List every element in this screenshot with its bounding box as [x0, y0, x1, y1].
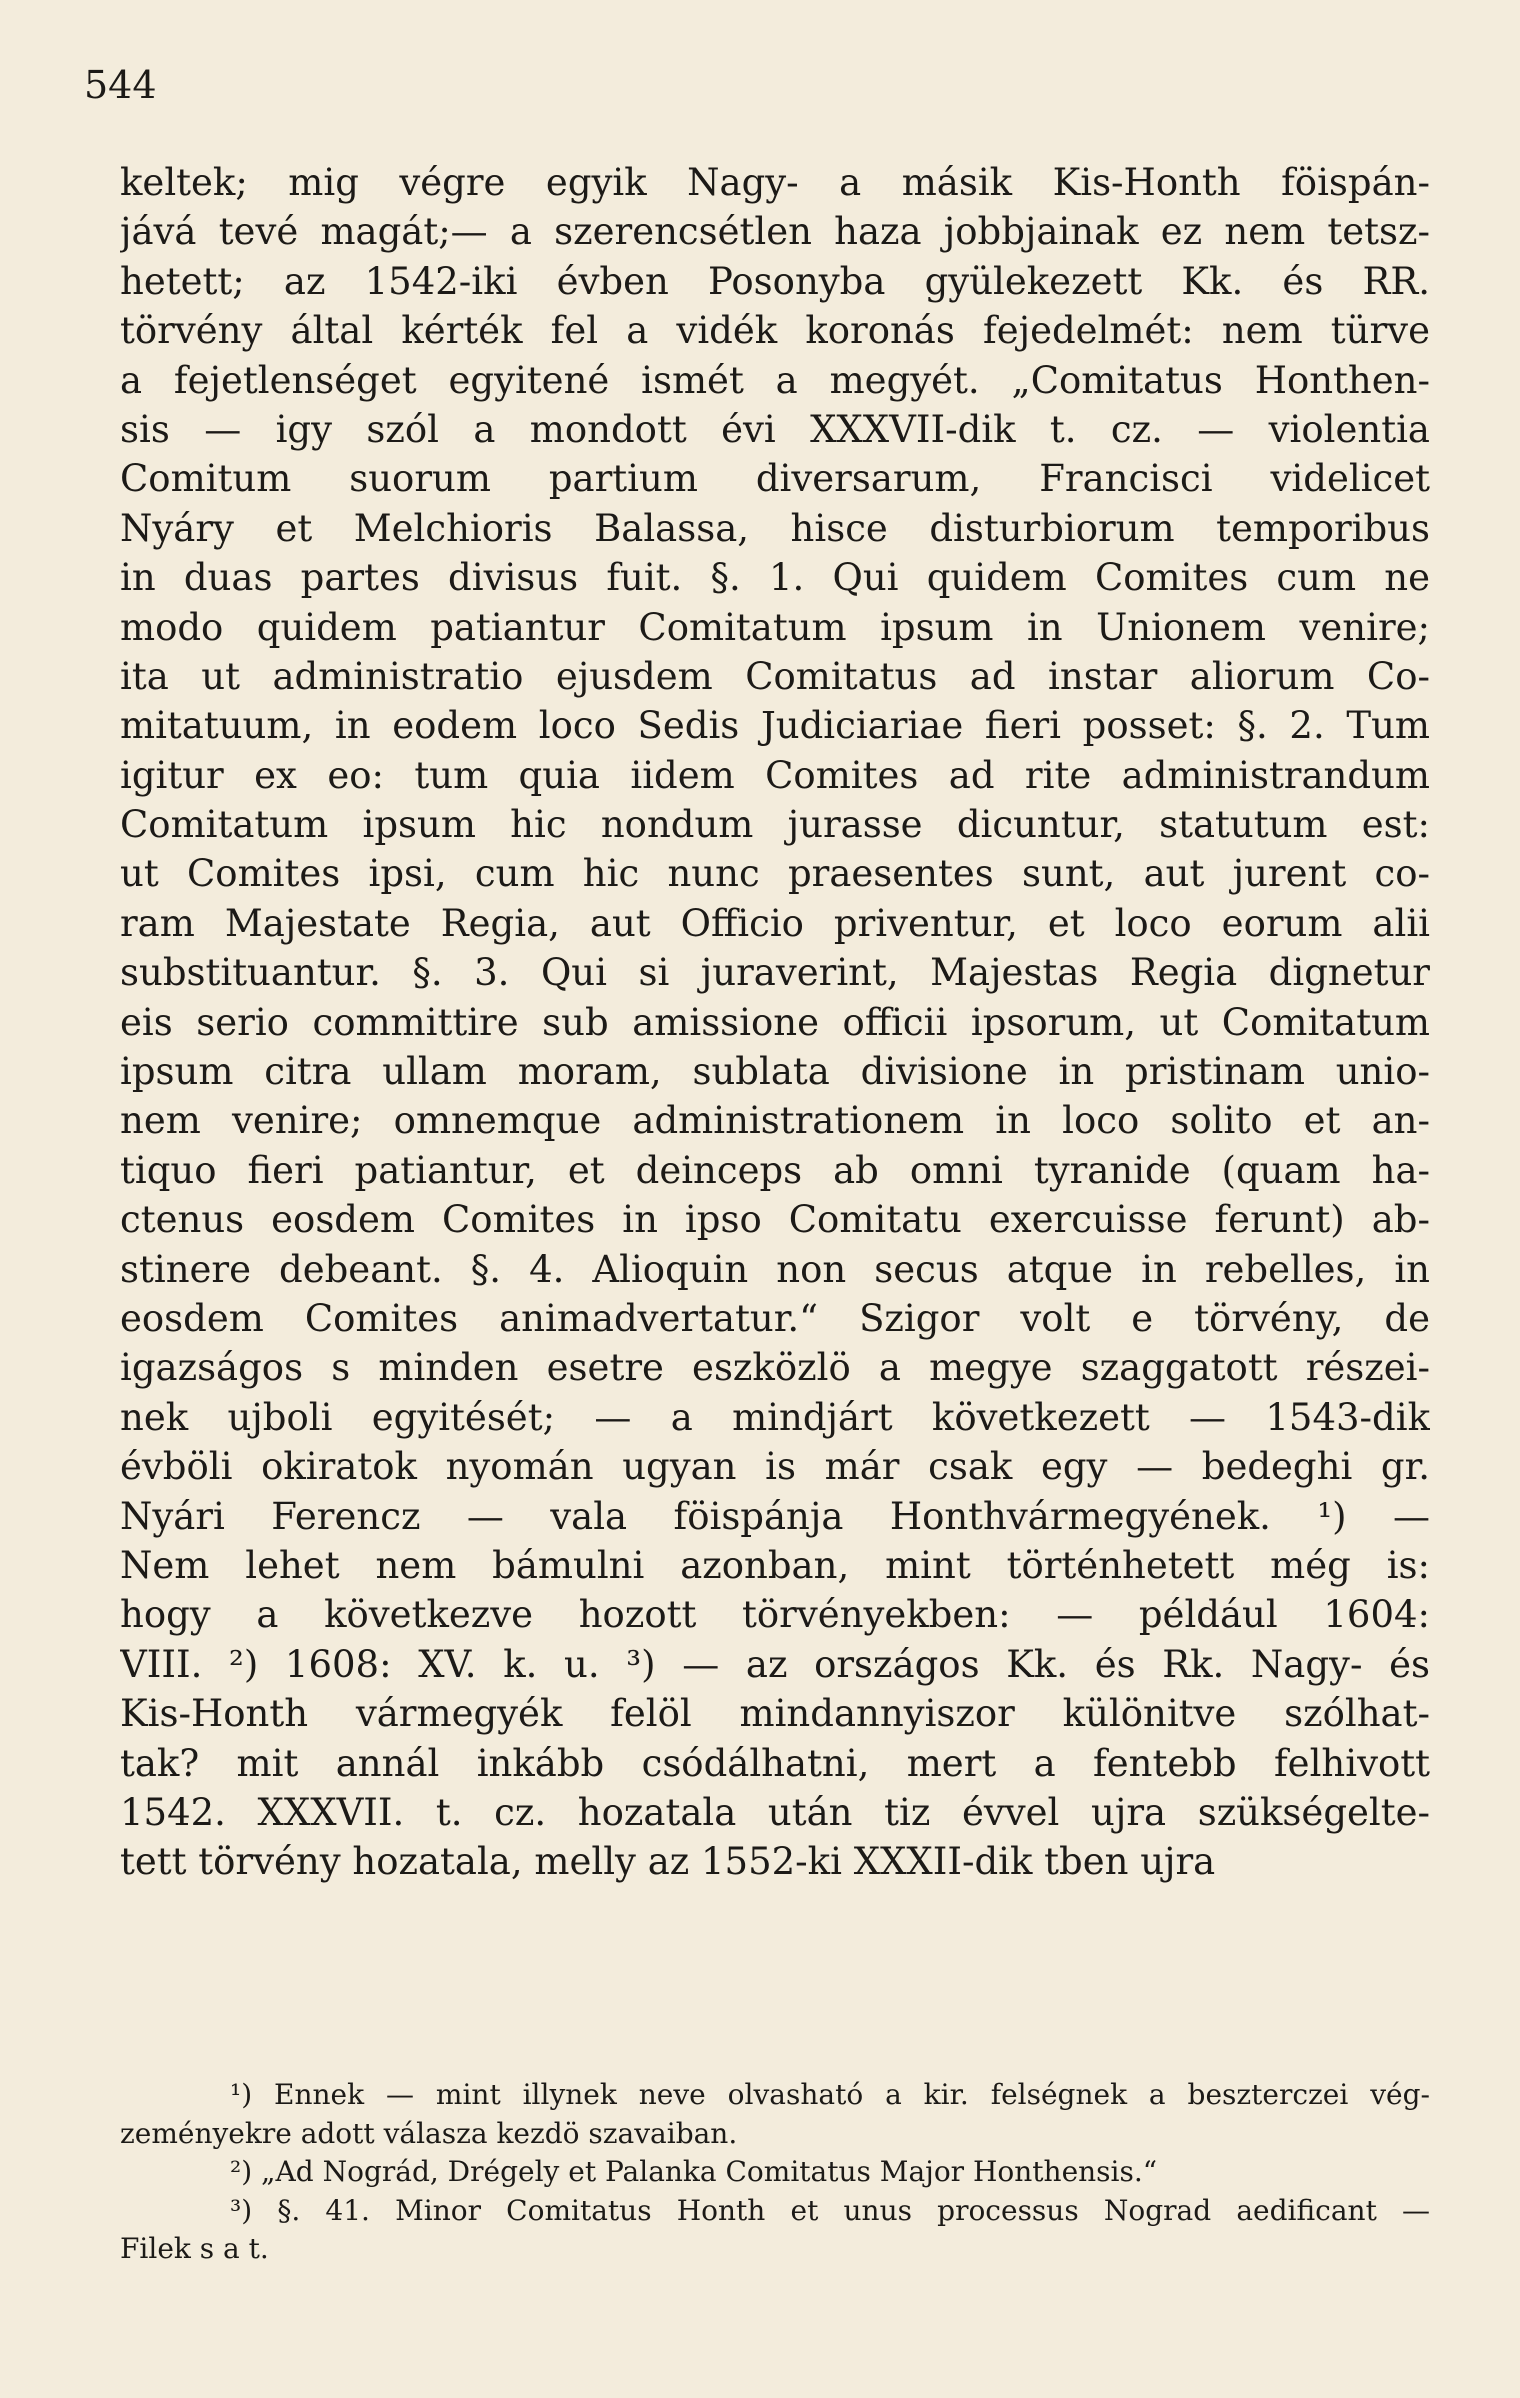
text-line: Comitatum ipsum hic nondum jurasse dicuntur, statutum est:: [120, 803, 1430, 847]
text-line: nek ujboli egyitését; — a mindjárt következett — 1543-dik: [120, 1395, 1430, 1439]
text-line: eosdem Comites animadvertatur.“ Szigor volt e törvény, de: [120, 1296, 1430, 1340]
footnotes: [120, 2076, 1430, 2269]
text-line: tak? mit annál inkább csódálhatni, mert a fentebb felhivott: [120, 1741, 1430, 1785]
text-line: substituantur. §. 3. Qui si juraverint, Majestas Regia dignetur: [120, 951, 1430, 995]
text-line: ut Comites ipsi, cum hic nunc praesentes sunt, aut jurent co-: [120, 852, 1430, 896]
footnote-3-cont: Filek s a t.: [120, 2232, 269, 2265]
text-line: évböli okiratok nyomán ugyan is már csak egy — bedeghi gr.: [120, 1445, 1430, 1489]
text-line: Comitum suorum partium diversarum, Francisci videlicet: [120, 457, 1430, 501]
text-line: stinere debeant. §. 4. Alioquin non secus atque in rebelles, in: [120, 1247, 1430, 1291]
text-line: 1542. XXXVII. t. cz. hozatala után tiz évvel ujra szükségelte-: [120, 1790, 1430, 1834]
text-line: ctenus eosdem Comites in ipso Comitatu exercuisse ferunt) ab-: [120, 1198, 1430, 1242]
text-line: a fejetlenséget egyitené ismét a megyét. „Comitatus Honthen-: [120, 358, 1430, 402]
footnote-3: ³) §. 41. Minor Comitatus Honth et unus processus Nograd aedificant —: [230, 2193, 1430, 2227]
body-text: [120, 158, 1430, 1887]
text-line: Nyáry et Melchioris Balassa, hisce disturbiorum temporibus: [120, 506, 1430, 550]
footnote-1: ¹) Ennek — mint illynek neve olvasható a kir. felségnek a beszterczei vég-: [230, 2078, 1430, 2111]
text-line: törvény által kérték fel a vidék koronás fejedelmét: nem türve: [120, 309, 1430, 353]
text-line: ipsum citra ullam moram, sublata divisione in pristinam unio-: [120, 1050, 1430, 1094]
page-number: 544: [84, 63, 157, 107]
text-line: tett törvény hozatala, melly az 1552-ki XXXII-dik tben ujra: [120, 1840, 1216, 1884]
text-line: eis serio committire sub amissione officii ipsorum, ut Comitatum: [120, 1000, 1430, 1044]
text-line: igitur ex eo: tum quia iidem Comites ad rite administrandum: [120, 753, 1430, 797]
text-line: hogy a következve hozott törvényekben: — például 1604:: [120, 1593, 1430, 1637]
text-line: Nyári Ferencz — vala föispánja Honthvármegyének. ¹) —: [120, 1494, 1430, 1538]
footnote-1-cont: zeményekre adott válasza kezdö szavaiban.: [120, 2116, 738, 2150]
text-line: tiquo fieri patiantur, et deinceps ab omni tyranide (quam ha-: [120, 1148, 1430, 1192]
text-line: jává tevé magát;— a szerencsétlen haza jobbjainak ez nem tetsz-: [120, 210, 1430, 254]
text-line: keltek; mig végre egyik Nagy- a másik Kis-Honth föispán-: [120, 161, 1430, 204]
text-line: nem venire; omnemque administrationem in loco solito et an-: [120, 1099, 1430, 1143]
text-line: Kis-Honth vármegyék felöl mindannyiszor különitve szólhat-: [120, 1692, 1430, 1736]
text-line: sis — igy szól a mondott évi XXXVII-dik t. cz. — violentia: [120, 407, 1430, 451]
text-line: in duas partes divisus fuit. §. 1. Qui quidem Comites cum ne: [120, 556, 1430, 600]
text-line: hetett; az 1542-iki évben Posonyba gyülekezett Kk. és RR.: [120, 259, 1430, 303]
text-line: ita ut administratio ejusdem Comitatus ad instar aliorum Co-: [120, 654, 1430, 698]
text-line: igazságos s minden esetre eszközlö a megye szaggatott részei-: [120, 1346, 1430, 1390]
text-line: mitatuum, in eodem loco Sedis Judiciariae fieri posset: §. 2. Tum: [120, 704, 1430, 748]
text-line: modo quidem patiantur Comitatum ipsum in Unionem venire;: [120, 605, 1430, 649]
text-line: VIII. ²) 1608: XV. k. u. ³) — az országos Kk. és Rk. Nagy- és: [120, 1642, 1430, 1686]
text-line: ram Majestate Regia, aut Officio priventur, et loco eorum alii: [120, 901, 1430, 945]
text-line: Nem lehet nem bámulni azonban, mint történhetett még is:: [120, 1543, 1430, 1587]
footnote-2: ²) „Ad Nográd, Drégely et Palanka Comitatus Major Honthensis.“: [230, 2155, 1158, 2188]
